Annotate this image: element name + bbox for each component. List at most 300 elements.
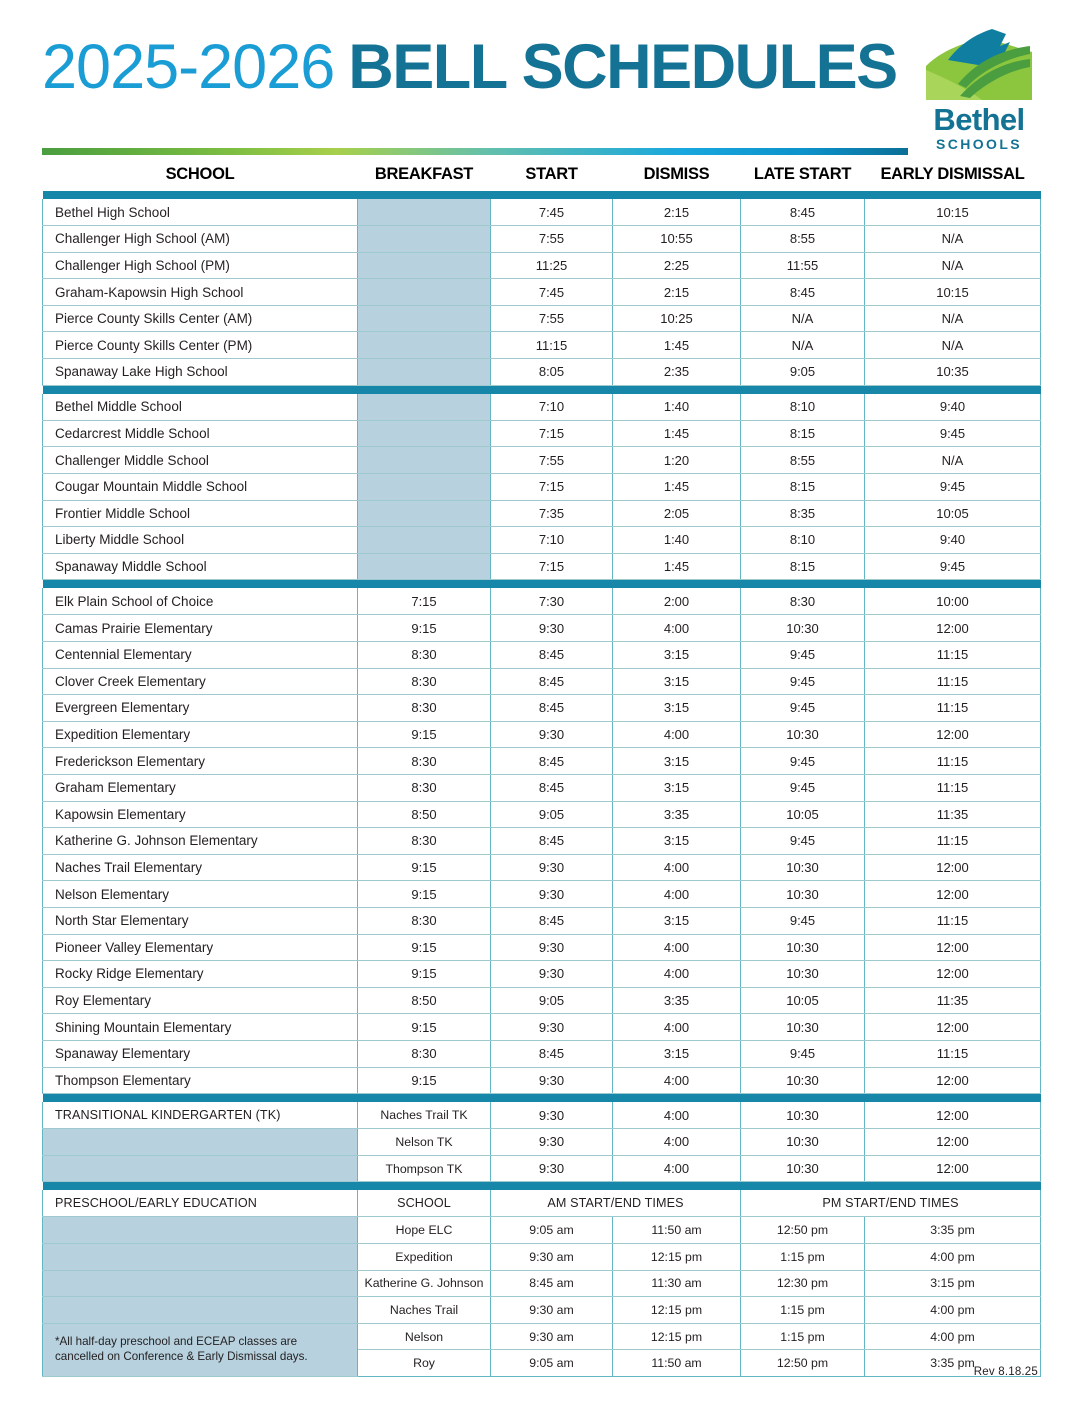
start-time-cell: 9:05	[491, 801, 613, 828]
dismiss-time-cell: 4:00	[613, 1014, 741, 1041]
breakfast-time-cell	[358, 473, 491, 500]
table-row	[43, 1217, 1041, 1244]
late-start-time-cell: N/A	[741, 305, 865, 332]
early-dismissal-time-cell: 11:15	[865, 774, 1041, 801]
start-time-cell: 7:55	[491, 226, 613, 253]
start-time-cell: 8:45	[491, 748, 613, 775]
table-row	[43, 774, 1041, 801]
table-row	[43, 1323, 1041, 1350]
dismiss-time-cell: 3:35	[613, 801, 741, 828]
breakfast-time-cell	[358, 447, 491, 474]
breakfast-time-cell	[358, 252, 491, 279]
early-dismissal-time-cell: 11:15	[865, 748, 1041, 775]
table-row	[43, 279, 1041, 306]
start-time-cell: 9:30	[491, 1014, 613, 1041]
school-name-cell: Challenger High School (AM)	[43, 226, 358, 253]
table-row	[43, 199, 1041, 226]
breakfast-time-cell: 9:15	[358, 961, 491, 988]
row-spacer-cell	[43, 1297, 358, 1324]
early-dismissal-time-cell: 12:00	[865, 721, 1041, 748]
school-name-cell: Spanaway Middle School	[43, 553, 358, 580]
gradient-divider	[42, 148, 908, 155]
dismiss-time-cell: 1:45	[613, 553, 741, 580]
start-time-cell: 7:10	[491, 527, 613, 554]
title-bell-schedules: BELL SCHEDULES	[348, 32, 897, 102]
logo-wordmark: Bethel	[933, 102, 1025, 137]
dismiss-time-cell: 3:15	[613, 1040, 741, 1067]
column-header-school: SCHOOL	[43, 165, 358, 191]
start-time-cell: 8:45	[491, 907, 613, 934]
preschool-subheader-row	[43, 1190, 1041, 1217]
school-name-cell: Kapowsin Elementary	[43, 801, 358, 828]
late-start-time-cell: 9:05	[741, 359, 865, 386]
school-name-cell: Pioneer Valley Elementary	[43, 934, 358, 961]
school-name-cell: Bethel High School	[43, 199, 358, 226]
dismiss-time-cell: 2:15	[613, 279, 741, 306]
dismiss-time-cell: 4:00	[613, 1129, 741, 1156]
breakfast-time-cell	[358, 332, 491, 359]
table-row	[43, 305, 1041, 332]
late-start-time-cell: 8:45	[741, 199, 865, 226]
early-dismissal-time-cell: 10:00	[865, 588, 1041, 615]
school-name-cell: Centennial Elementary	[43, 642, 358, 669]
preschool-school-name: Roy	[358, 1350, 491, 1377]
table-row	[43, 695, 1041, 722]
breakfast-time-cell: 8:50	[358, 801, 491, 828]
dismiss-time-cell: 3:35	[613, 987, 741, 1014]
early-dismissal-time-cell: 12:00	[865, 1102, 1041, 1129]
late-start-time-cell: 10:05	[741, 987, 865, 1014]
preschool-pm-end: 4:00 pm	[865, 1297, 1041, 1324]
preschool-school-name: Naches Trail	[358, 1297, 491, 1324]
dismiss-time-cell: 3:15	[613, 907, 741, 934]
table-row	[43, 332, 1041, 359]
late-start-time-cell: 8:55	[741, 447, 865, 474]
preschool-am-end: 11:50 am	[613, 1350, 741, 1377]
preschool-am-end: 12:15 pm	[613, 1297, 741, 1324]
preschool-school-name: Hope ELC	[358, 1217, 491, 1244]
table-row	[43, 1129, 1041, 1156]
breakfast-time-cell	[358, 199, 491, 226]
school-name-cell: Spanaway Lake High School	[43, 359, 358, 386]
breakfast-time-cell: 9:15	[358, 1067, 491, 1094]
preschool-am-end: 12:15 pm	[613, 1244, 741, 1271]
early-dismissal-time-cell: 12:00	[865, 934, 1041, 961]
late-start-time-cell: 10:30	[741, 934, 865, 961]
early-dismissal-time-cell: 11:15	[865, 695, 1041, 722]
dismiss-time-cell: 3:15	[613, 748, 741, 775]
dismiss-time-cell: 4:00	[613, 854, 741, 881]
school-name-cell: North Star Elementary	[43, 907, 358, 934]
school-name-cell: Liberty Middle School	[43, 527, 358, 554]
preschool-am-start: 8:45 am	[491, 1270, 613, 1297]
table-row	[43, 1067, 1041, 1094]
dismiss-time-cell: 3:15	[613, 774, 741, 801]
preschool-pm-start: 1:15 pm	[741, 1323, 865, 1350]
start-time-cell: 8:45	[491, 695, 613, 722]
table-header	[43, 165, 1041, 191]
breakfast-time-cell: 9:15	[358, 1014, 491, 1041]
early-dismissal-time-cell: 11:15	[865, 828, 1041, 855]
section-divider-top	[43, 191, 1041, 199]
dismiss-time-cell: 10:25	[613, 305, 741, 332]
late-start-time-cell: 9:45	[741, 695, 865, 722]
school-name-cell: Evergreen Elementary	[43, 695, 358, 722]
start-time-cell: 7:10	[491, 394, 613, 421]
preschool-school-name: Expedition	[358, 1244, 491, 1271]
column-header-late-start: LATE START	[741, 165, 865, 191]
tk-school-name: Thompson TK	[358, 1155, 491, 1182]
page-header	[0, 0, 1080, 152]
column-header-dismiss: DISMISS	[613, 165, 741, 191]
late-start-time-cell: 9:45	[741, 642, 865, 669]
late-start-time-cell: 9:45	[741, 774, 865, 801]
early-dismissal-time-cell: N/A	[865, 332, 1041, 359]
early-dismissal-time-cell: 12:00	[865, 1129, 1041, 1156]
dismiss-time-cell: 3:15	[613, 668, 741, 695]
school-name-cell: Katherine G. Johnson Elementary	[43, 828, 358, 855]
start-time-cell: 7:45	[491, 279, 613, 306]
breakfast-time-cell	[358, 359, 491, 386]
late-start-time-cell: 10:30	[741, 1155, 865, 1182]
school-name-cell: Spanaway Elementary	[43, 1040, 358, 1067]
table-row	[43, 934, 1041, 961]
early-dismissal-time-cell: 9:45	[865, 473, 1041, 500]
preschool-pm-start: 12:50 pm	[741, 1350, 865, 1377]
breakfast-time-cell: 8:30	[358, 668, 491, 695]
table-row	[43, 252, 1041, 279]
table-row	[43, 961, 1041, 988]
table-row	[43, 1040, 1041, 1067]
table-row	[43, 226, 1041, 253]
table-row	[43, 359, 1041, 386]
start-time-cell: 7:15	[491, 420, 613, 447]
school-name-cell: Cougar Mountain Middle School	[43, 473, 358, 500]
early-dismissal-time-cell: N/A	[865, 447, 1041, 474]
start-time-cell: 7:45	[491, 199, 613, 226]
dismiss-time-cell: 1:40	[613, 527, 741, 554]
bell-schedule-table-wrapper	[42, 165, 1040, 1377]
table-row	[43, 447, 1041, 474]
dismiss-time-cell: 4:00	[613, 1067, 741, 1094]
early-dismissal-time-cell: N/A	[865, 305, 1041, 332]
table-row	[43, 854, 1041, 881]
late-start-time-cell: 10:30	[741, 1129, 865, 1156]
early-dismissal-time-cell: 12:00	[865, 961, 1041, 988]
early-dismissal-time-cell: 11:15	[865, 668, 1041, 695]
dismiss-time-cell: 1:45	[613, 420, 741, 447]
preschool-school-name: Katherine G. Johnson	[358, 1270, 491, 1297]
late-start-time-cell: 11:55	[741, 252, 865, 279]
early-dismissal-time-cell: 12:00	[865, 881, 1041, 908]
school-name-cell: Challenger Middle School	[43, 447, 358, 474]
start-time-cell: 7:55	[491, 305, 613, 332]
early-dismissal-time-cell: N/A	[865, 252, 1041, 279]
school-name-cell: Elk Plain School of Choice	[43, 588, 358, 615]
school-name-cell: Cedarcrest Middle School	[43, 420, 358, 447]
table-row	[43, 1270, 1041, 1297]
start-time-cell: 7:35	[491, 500, 613, 527]
table-row	[43, 1244, 1041, 1271]
start-time-cell: 8:45	[491, 774, 613, 801]
late-start-time-cell: 9:45	[741, 668, 865, 695]
start-time-cell: 7:15	[491, 553, 613, 580]
late-start-time-cell: 10:30	[741, 961, 865, 988]
dismiss-time-cell: 3:15	[613, 642, 741, 669]
revision-note: Rev 8.18.25	[973, 1366, 1038, 1378]
early-dismissal-time-cell: 10:15	[865, 199, 1041, 226]
table-row	[43, 668, 1041, 695]
start-time-cell: 8:45	[491, 668, 613, 695]
start-time-cell: 9:30	[491, 1067, 613, 1094]
dismiss-time-cell: 2:25	[613, 252, 741, 279]
table-row	[43, 907, 1041, 934]
logo-subtext: SCHOOLS	[935, 136, 1023, 152]
dismiss-time-cell: 4:00	[613, 961, 741, 988]
early-dismissal-time-cell: 12:00	[865, 1067, 1041, 1094]
table-row	[43, 1297, 1041, 1324]
early-dismissal-time-cell: 9:40	[865, 527, 1041, 554]
table-row	[43, 1102, 1041, 1129]
start-time-cell: 9:30	[491, 721, 613, 748]
breakfast-time-cell	[358, 305, 491, 332]
start-time-cell: 9:30	[491, 1129, 613, 1156]
start-time-cell: 9:30	[491, 854, 613, 881]
early-dismissal-time-cell: 9:40	[865, 394, 1041, 421]
school-name-cell: Graham Elementary	[43, 774, 358, 801]
breakfast-time-cell: 8:30	[358, 695, 491, 722]
bell-schedule-table	[42, 165, 1041, 1377]
breakfast-time-cell: 8:30	[358, 774, 491, 801]
preschool-am-end: 12:15 pm	[613, 1323, 741, 1350]
table-row	[43, 500, 1041, 527]
school-name-cell: Shining Mountain Elementary	[43, 1014, 358, 1041]
preschool-pm-end: 3:35 pm	[865, 1217, 1041, 1244]
dismiss-time-cell: 4:00	[613, 615, 741, 642]
late-start-time-cell: 10:30	[741, 881, 865, 908]
start-time-cell: 9:05	[491, 987, 613, 1014]
start-time-cell: 8:45	[491, 642, 613, 669]
breakfast-time-cell: 8:30	[358, 907, 491, 934]
school-name-cell: Thompson Elementary	[43, 1067, 358, 1094]
late-start-time-cell: 10:30	[741, 615, 865, 642]
school-name-cell: Rocky Ridge Elementary	[43, 961, 358, 988]
dismiss-time-cell: 1:45	[613, 332, 741, 359]
breakfast-time-cell	[358, 420, 491, 447]
dismiss-time-cell: 4:00	[613, 721, 741, 748]
school-name-cell: Nelson Elementary	[43, 881, 358, 908]
late-start-time-cell: 10:30	[741, 1067, 865, 1094]
late-start-time-cell: 8:30	[741, 588, 865, 615]
late-start-time-cell: 8:35	[741, 500, 865, 527]
logo-mark-icon	[914, 26, 1044, 104]
early-dismissal-time-cell: 11:15	[865, 1040, 1041, 1067]
preschool-school-header: SCHOOL	[358, 1190, 491, 1217]
breakfast-time-cell: 8:30	[358, 748, 491, 775]
breakfast-time-cell: 8:30	[358, 642, 491, 669]
title-school-year: 2025-2026	[42, 32, 335, 102]
preschool-am-start: 9:05 am	[491, 1350, 613, 1377]
preschool-school-name: Nelson	[358, 1323, 491, 1350]
start-time-cell: 7:30	[491, 588, 613, 615]
tk-school-name: Naches Trail TK	[358, 1102, 491, 1129]
school-name-cell: Challenger High School (PM)	[43, 252, 358, 279]
start-time-cell: 8:05	[491, 359, 613, 386]
table-row	[43, 615, 1041, 642]
breakfast-time-cell	[358, 226, 491, 253]
late-start-time-cell: 9:45	[741, 748, 865, 775]
preschool-pm-start: 1:15 pm	[741, 1244, 865, 1271]
dismiss-time-cell: 10:55	[613, 226, 741, 253]
early-dismissal-time-cell: 12:00	[865, 1014, 1041, 1041]
table-row	[43, 588, 1041, 615]
early-dismissal-time-cell: 12:00	[865, 1155, 1041, 1182]
school-name-cell: Camas Prairie Elementary	[43, 615, 358, 642]
tk-section-label: TRANSITIONAL KINDERGARTEN (TK)	[43, 1102, 358, 1129]
early-dismissal-time-cell: 9:45	[865, 420, 1041, 447]
start-time-cell: 7:15	[491, 473, 613, 500]
start-time-cell: 9:30	[491, 1155, 613, 1182]
start-time-cell: 9:30	[491, 934, 613, 961]
dismiss-time-cell: 2:05	[613, 500, 741, 527]
preschool-pm-header: PM START/END TIMES	[741, 1190, 1041, 1217]
table-row	[43, 1014, 1041, 1041]
breakfast-time-cell	[358, 500, 491, 527]
start-time-cell: 9:30	[491, 881, 613, 908]
row-spacer-cell	[43, 1217, 358, 1244]
table-row	[43, 881, 1041, 908]
breakfast-time-cell: 9:15	[358, 881, 491, 908]
preschool-am-start: 9:30 am	[491, 1297, 613, 1324]
dismiss-time-cell: 4:00	[613, 1102, 741, 1129]
school-name-cell: Clover Creek Elementary	[43, 668, 358, 695]
dismiss-time-cell: 3:15	[613, 828, 741, 855]
school-name-cell: Frederickson Elementary	[43, 748, 358, 775]
breakfast-time-cell: 8:50	[358, 987, 491, 1014]
dismiss-time-cell: 1:40	[613, 394, 741, 421]
start-time-cell: 8:45	[491, 1040, 613, 1067]
dismiss-time-cell: 4:00	[613, 881, 741, 908]
late-start-time-cell: 8:10	[741, 527, 865, 554]
table-row	[43, 527, 1041, 554]
preschool-footnote: *All half-day preschool and ECEAP classes are cancelled on Conference & Early Dismissal days.	[43, 1323, 358, 1376]
table-row	[43, 420, 1041, 447]
preschool-pm-end: 3:35 pm	[865, 1350, 1041, 1377]
start-time-cell: 9:30	[491, 961, 613, 988]
early-dismissal-time-cell: N/A	[865, 226, 1041, 253]
dismiss-time-cell: 4:00	[613, 1155, 741, 1182]
tk-section-label	[43, 1129, 358, 1156]
late-start-time-cell: 10:05	[741, 801, 865, 828]
section-divider-middle-schools	[43, 385, 1041, 394]
table-row	[43, 642, 1041, 669]
preschool-section-label: PRESCHOOL/EARLY EDUCATION	[43, 1190, 358, 1217]
breakfast-time-cell	[358, 279, 491, 306]
late-start-time-cell: 8:10	[741, 394, 865, 421]
start-time-cell: 11:25	[491, 252, 613, 279]
breakfast-time-cell: 8:30	[358, 1040, 491, 1067]
preschool-pm-end: 4:00 pm	[865, 1323, 1041, 1350]
column-header-early-dismissal: EARLY DISMISSAL	[865, 165, 1041, 191]
breakfast-time-cell: 7:15	[358, 588, 491, 615]
row-spacer-cell	[43, 1244, 358, 1271]
table-row	[43, 748, 1041, 775]
breakfast-time-cell: 9:15	[358, 615, 491, 642]
preschool-am-start: 9:30 am	[491, 1323, 613, 1350]
table-row	[43, 801, 1041, 828]
preschool-am-end: 11:50 am	[613, 1217, 741, 1244]
breakfast-time-cell: 8:30	[358, 828, 491, 855]
late-start-time-cell: 8:15	[741, 420, 865, 447]
start-time-cell: 8:45	[491, 828, 613, 855]
breakfast-time-cell: 9:15	[358, 854, 491, 881]
row-spacer-cell	[43, 1270, 358, 1297]
early-dismissal-time-cell: 11:35	[865, 987, 1041, 1014]
late-start-time-cell: 10:30	[741, 1102, 865, 1129]
breakfast-time-cell	[358, 394, 491, 421]
column-header-start: START	[491, 165, 613, 191]
late-start-time-cell: 9:45	[741, 907, 865, 934]
table-row	[43, 394, 1041, 421]
school-name-cell: Roy Elementary	[43, 987, 358, 1014]
preschool-am-start: 9:30 am	[491, 1244, 613, 1271]
breakfast-time-cell	[358, 527, 491, 554]
late-start-time-cell: 9:45	[741, 828, 865, 855]
early-dismissal-time-cell: 9:45	[865, 553, 1041, 580]
early-dismissal-time-cell: 11:35	[865, 801, 1041, 828]
school-name-cell: Naches Trail Elementary	[43, 854, 358, 881]
school-name-cell: Pierce County Skills Center (AM)	[43, 305, 358, 332]
early-dismissal-time-cell: 11:15	[865, 642, 1041, 669]
school-name-cell: Bethel Middle School	[43, 394, 358, 421]
start-time-cell: 7:55	[491, 447, 613, 474]
preschool-am-start: 9:05 am	[491, 1217, 613, 1244]
late-start-time-cell: 10:30	[741, 721, 865, 748]
start-time-cell: 9:30	[491, 1102, 613, 1129]
start-time-cell: 9:30	[491, 615, 613, 642]
early-dismissal-time-cell: 12:00	[865, 615, 1041, 642]
early-dismissal-time-cell: 10:05	[865, 500, 1041, 527]
preschool-pm-start: 1:15 pm	[741, 1297, 865, 1324]
school-name-cell: Pierce County Skills Center (PM)	[43, 332, 358, 359]
school-name-cell: Frontier Middle School	[43, 500, 358, 527]
dismiss-time-cell: 3:15	[613, 695, 741, 722]
late-start-time-cell: 10:30	[741, 854, 865, 881]
dismiss-time-cell: 4:00	[613, 934, 741, 961]
late-start-time-cell: 9:45	[741, 1040, 865, 1067]
early-dismissal-time-cell: 11:15	[865, 907, 1041, 934]
late-start-time-cell: 8:15	[741, 473, 865, 500]
bethel-schools-logo	[914, 26, 1044, 156]
early-dismissal-time-cell: 12:00	[865, 854, 1041, 881]
section-divider-transitional-kindergarten	[43, 1094, 1041, 1103]
table-row	[43, 721, 1041, 748]
late-start-time-cell: 8:15	[741, 553, 865, 580]
late-start-time-cell: 10:30	[741, 1014, 865, 1041]
breakfast-time-cell	[358, 553, 491, 580]
dismiss-time-cell: 2:35	[613, 359, 741, 386]
breakfast-time-cell: 9:15	[358, 721, 491, 748]
dismiss-time-cell: 1:45	[613, 473, 741, 500]
school-name-cell: Graham-Kapowsin High School	[43, 279, 358, 306]
dismiss-time-cell: 2:15	[613, 199, 741, 226]
table-row	[43, 473, 1041, 500]
early-dismissal-time-cell: 10:15	[865, 279, 1041, 306]
table-row	[43, 1155, 1041, 1182]
school-name-cell: Expedition Elementary	[43, 721, 358, 748]
late-start-time-cell: N/A	[741, 332, 865, 359]
preschool-pm-start: 12:30 pm	[741, 1270, 865, 1297]
